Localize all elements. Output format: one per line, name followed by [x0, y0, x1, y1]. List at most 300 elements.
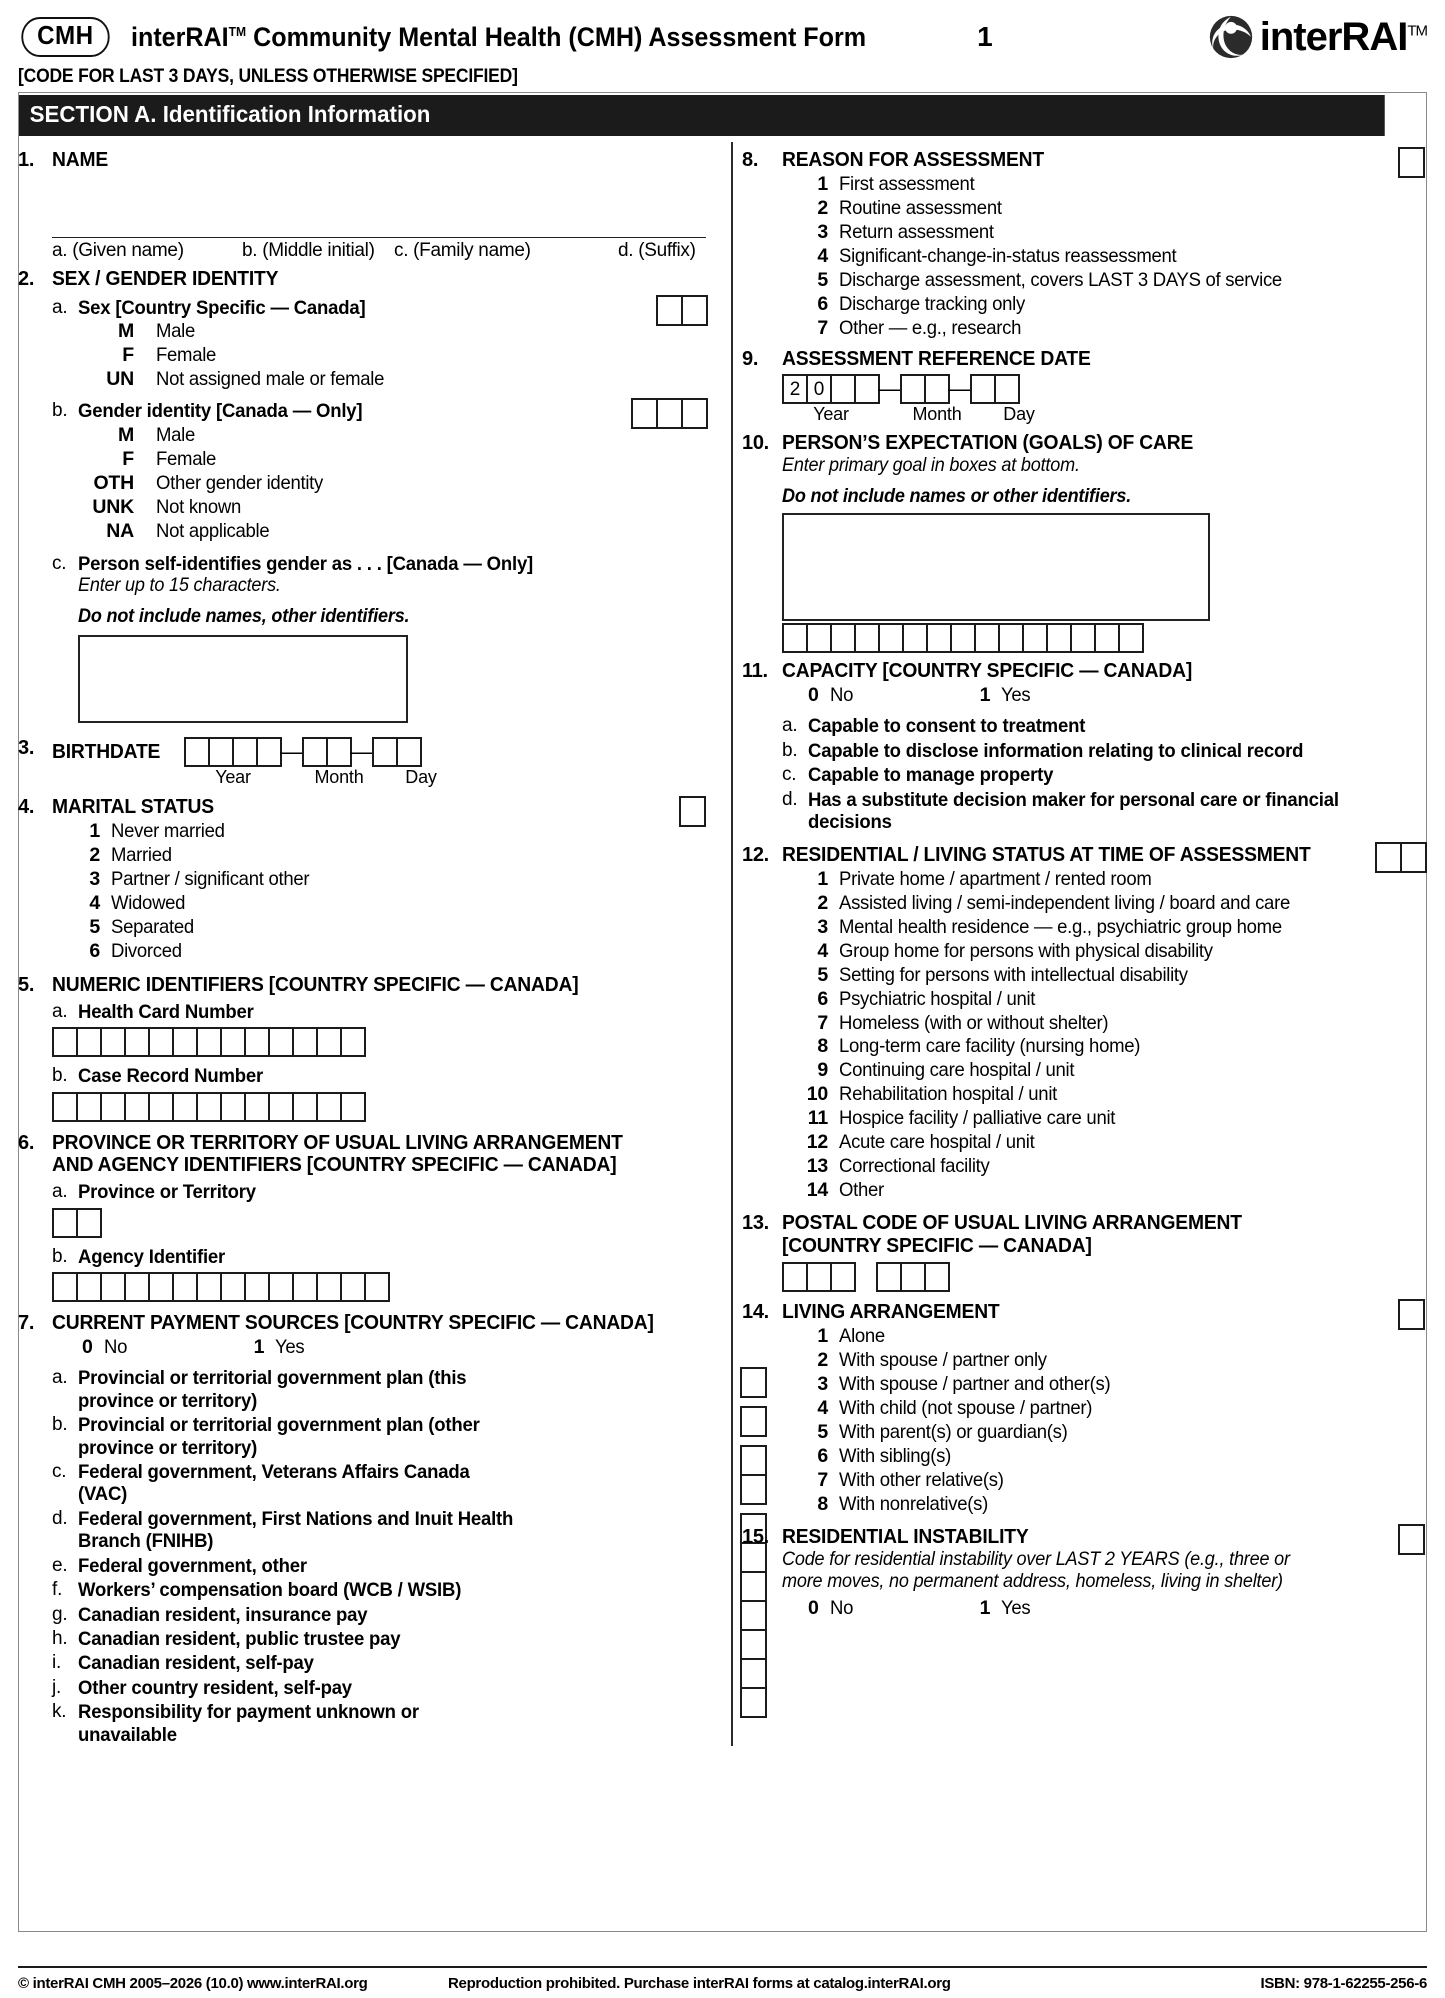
q11-item — [782, 764, 1425, 786]
name-label-given: a. (Given name) — [52, 240, 184, 261]
q2a-options — [78, 320, 706, 392]
q15-scale — [742, 1597, 1425, 1620]
q5b-letter: b. — [52, 1065, 68, 1087]
date-box[interactable] — [970, 374, 996, 404]
q12-text-1: Private home / apartment / rented room — [839, 867, 1152, 890]
char-box[interactable] — [76, 1092, 102, 1122]
q12-code-14: 14 — [806, 1179, 828, 1202]
q11a-text: Capable to consent to treatment — [808, 715, 1086, 738]
q7b-letter: b. — [52, 1414, 68, 1436]
char-box[interactable] — [316, 1092, 342, 1122]
q2a-sex — [18, 297, 706, 392]
date-separator-icon: — — [878, 375, 900, 401]
q6b-letter: b. — [52, 1245, 68, 1267]
answer-box[interactable] — [1398, 1524, 1425, 1555]
date-box-prefilled[interactable]: 2 — [782, 374, 808, 404]
char-box[interactable] — [876, 1262, 902, 1292]
q2-title: SEX / GENDER IDENTITY — [52, 267, 279, 290]
char-box[interactable] — [950, 623, 976, 653]
q12-answer-boxes[interactable] — [1375, 842, 1425, 873]
answer-box[interactable] — [631, 398, 658, 429]
char-box[interactable] — [998, 623, 1024, 653]
date-box[interactable] — [854, 374, 880, 404]
q9-title: ASSESSMENT REFERENCE DATE — [782, 346, 1091, 370]
q10-code-boxes[interactable] — [782, 623, 1425, 653]
q7c-text: Federal government, Veterans Affairs Canada (VAC) — [78, 1460, 470, 1506]
q2a-text-m: Male — [156, 320, 196, 343]
char-box[interactable] — [1118, 623, 1144, 653]
q1-title: NAME — [52, 148, 108, 171]
q12-options — [742, 868, 1425, 1204]
left-column — [18, 142, 720, 1746]
q12-text-6: Psychiatric hospital / unit — [839, 987, 1036, 1010]
answer-box[interactable] — [679, 796, 706, 827]
q15-scale-text-0: No — [829, 1596, 853, 1619]
answer-box[interactable] — [656, 295, 683, 326]
q11-number: 11. — [742, 660, 768, 683]
q15-answer-box[interactable] — [1398, 1524, 1425, 1560]
q4-options — [18, 820, 706, 964]
char-box[interactable] — [364, 1272, 390, 1302]
q8-code-1: 1 — [817, 173, 828, 195]
q9-month-boxes[interactable] — [900, 374, 948, 404]
char-box[interactable] — [76, 1208, 102, 1238]
char-box[interactable] — [220, 1092, 246, 1122]
char-box[interactable] — [124, 1092, 150, 1122]
q12-code-3: 3 — [817, 915, 828, 938]
q8-code-5: 5 — [817, 268, 828, 291]
q14-text-7: With other relative(s) — [839, 1469, 1004, 1492]
char-box[interactable] — [244, 1027, 270, 1057]
q13-group1-boxes[interactable] — [782, 1262, 854, 1292]
char-box[interactable] — [268, 1027, 294, 1057]
char-box[interactable] — [926, 623, 952, 653]
q8-code-7: 7 — [817, 316, 828, 339]
char-box[interactable] — [76, 1027, 102, 1057]
interrai-wordmark — [1260, 15, 1427, 60]
char-box[interactable] — [172, 1027, 198, 1057]
q8-code-4: 4 — [817, 244, 828, 267]
option-row — [802, 1131, 1425, 1155]
option-row — [808, 197, 1425, 221]
q2-number: 2. — [18, 268, 35, 290]
q8-text-3: Return assessment — [839, 220, 994, 243]
option-row — [808, 1397, 1425, 1421]
char-box[interactable] — [52, 1092, 78, 1122]
q7-scale-text-0: No — [103, 1336, 127, 1359]
q5a-letter: a. — [52, 1000, 68, 1022]
q7c-letter: c. — [52, 1460, 67, 1482]
q14-text-2: With spouse / partner only — [839, 1349, 1047, 1372]
q4-answer-box[interactable] — [679, 796, 706, 832]
q3-month-boxes[interactable] — [302, 737, 350, 767]
q13-number: 13. — [742, 1212, 769, 1235]
q12-code-4: 4 — [817, 939, 828, 962]
question-12-residential-living-status — [742, 844, 1425, 1204]
char-box[interactable] — [806, 623, 832, 653]
question-14-living-arrangement — [742, 1301, 1425, 1517]
char-box[interactable] — [148, 1027, 174, 1057]
answer-box[interactable] — [1398, 1299, 1425, 1330]
q11-item — [782, 740, 1425, 762]
q6a-title: Province or Territory — [78, 1181, 256, 1204]
q12-code-1: 1 — [817, 867, 828, 890]
char-box[interactable] — [148, 1272, 174, 1302]
char-box[interactable] — [1046, 623, 1072, 653]
char-box[interactable] — [340, 1272, 366, 1302]
char-box[interactable] — [1094, 623, 1120, 653]
q8-code-3: 3 — [817, 220, 828, 243]
q2c-warning: Do not include names, other identifiers. — [78, 605, 410, 627]
q14-code-3: 3 — [817, 1373, 828, 1396]
q8-code-6: 6 — [817, 292, 828, 315]
postal-gap — [854, 1262, 876, 1292]
footer-divider — [18, 1966, 1427, 1968]
date-box[interactable] — [900, 374, 926, 404]
q7i-letter: i. — [52, 1652, 62, 1674]
q15-scale-code-1: 1 — [979, 1596, 991, 1619]
q12-text-3: Mental health residence — e.g., psychiatric group home — [839, 915, 1282, 938]
option-row — [802, 1012, 1425, 1036]
date-separator-icon: — — [350, 738, 372, 764]
date-box[interactable] — [302, 737, 328, 767]
q10-number: 10. — [742, 431, 769, 454]
option-row — [802, 916, 1425, 940]
char-box[interactable] — [268, 1092, 294, 1122]
q5b-title: Case Record Number — [78, 1065, 263, 1088]
q14-code-1: 1 — [817, 1325, 828, 1348]
char-box[interactable] — [1070, 623, 1096, 653]
char-box[interactable] — [830, 623, 856, 653]
question-3-birthdate — [18, 737, 706, 788]
char-box[interactable] — [244, 1272, 270, 1302]
q7i-text: Canadian resident, self-pay — [78, 1652, 314, 1675]
q7-item — [52, 1628, 706, 1650]
date-box[interactable] — [184, 737, 210, 767]
char-box[interactable] — [52, 1272, 78, 1302]
date-box[interactable] — [924, 374, 950, 404]
q6b-title: Agency Identifier — [78, 1245, 226, 1268]
q4-title: MARITAL STATUS — [52, 794, 214, 818]
date-box[interactable] — [372, 737, 398, 767]
option-row — [802, 988, 1425, 1012]
q11-scale-code-1: 1 — [979, 684, 991, 707]
char-box[interactable] — [52, 1027, 78, 1057]
q10-note: Enter primary goal in boxes at bottom. — [782, 454, 1080, 476]
title-trademark: TM — [228, 23, 246, 39]
q8-options — [742, 173, 1425, 341]
char-box[interactable] — [1022, 623, 1048, 653]
q11c-text: Capable to manage property — [808, 764, 1054, 787]
q12-code-12: 12 — [806, 1131, 828, 1154]
q13-group2-boxes[interactable] — [876, 1262, 948, 1292]
q8-text-1: First assessment — [839, 173, 975, 195]
option-row — [802, 1035, 1425, 1059]
q12-code-11: 11 — [807, 1107, 828, 1130]
q7-scale — [18, 1336, 706, 1359]
char-box[interactable] — [830, 1262, 856, 1292]
date-box[interactable] — [208, 737, 234, 767]
title-prefix: interRAI — [130, 21, 229, 52]
cmh-badge: CMH — [21, 17, 109, 56]
q4-code-2: 2 — [89, 843, 100, 866]
code-instruction: [CODE FOR LAST 3 DAYS, UNLESS OTHERWISE SPECIFIED] — [18, 66, 518, 87]
option-row — [802, 1155, 1425, 1179]
char-box[interactable] — [100, 1272, 126, 1302]
option-row — [802, 1083, 1425, 1107]
char-box[interactable] — [316, 1272, 342, 1302]
q8-text-7: Other — e.g., research — [839, 316, 1022, 339]
char-box[interactable] — [124, 1272, 150, 1302]
option-row — [808, 1421, 1425, 1445]
char-box[interactable] — [172, 1092, 198, 1122]
name-label-middle: b. (Middle initial) — [242, 240, 375, 261]
char-box[interactable] — [340, 1092, 366, 1122]
q8-text-2: Routine assessment — [839, 196, 1002, 219]
q4-text-2: Married — [111, 843, 172, 866]
q6a-boxes[interactable] — [52, 1208, 706, 1238]
q4-number: 4. — [18, 795, 35, 818]
question-10-goals-of-care — [742, 432, 1425, 654]
footer-copyright: © interRAI CMH 2005–2026 (10.0) www.interRAI.org — [18, 1975, 368, 1992]
q7h-text: Canadian resident, public trustee pay — [78, 1627, 401, 1650]
char-box[interactable] — [292, 1027, 318, 1057]
option-row — [78, 424, 706, 448]
page-title — [131, 22, 866, 53]
title-rest: Community Mental Health (CMH) Assessment Form — [245, 21, 866, 52]
q3-title: BIRTHDATE — [52, 739, 161, 763]
char-box[interactable] — [172, 1272, 198, 1302]
q8-title: REASON FOR ASSESSMENT — [782, 148, 1044, 171]
q4-code-4: 4 — [89, 891, 100, 914]
q12-text-11: Hospice facility / palliative care unit — [839, 1107, 1116, 1130]
q14-code-4: 4 — [817, 1397, 828, 1420]
char-box[interactable] — [340, 1027, 366, 1057]
q2a-letter: a. — [52, 297, 68, 318]
option-row — [78, 844, 706, 868]
q12-code-5: 5 — [817, 963, 828, 986]
q2b-code-m: M — [117, 423, 134, 446]
q4-code-1: 1 — [89, 819, 100, 842]
name-label-suffix: d. (Suffix) — [618, 240, 696, 261]
section-label: SECTION A. — [29, 101, 157, 127]
date-box[interactable] — [256, 737, 282, 767]
q15-title: RESIDENTIAL INSTABILITY — [782, 1525, 1029, 1549]
option-row — [808, 245, 1425, 269]
answer-box[interactable] — [656, 398, 683, 429]
char-box[interactable] — [782, 1262, 808, 1292]
char-box[interactable] — [974, 623, 1000, 653]
option-row — [78, 520, 706, 544]
char-box[interactable] — [854, 623, 880, 653]
question-2-sex-gender — [18, 268, 706, 723]
answer-box[interactable] — [681, 295, 708, 326]
char-box[interactable] — [76, 1272, 102, 1302]
q7-item — [52, 1701, 706, 1746]
q7g-letter: g. — [52, 1603, 68, 1625]
option-row — [78, 916, 706, 940]
q2a-code-f: F — [122, 344, 134, 367]
q10-goal-text-input[interactable] — [782, 513, 1210, 621]
q7k-letter: k. — [52, 1701, 67, 1723]
q10-warning: Do not include names or other identifiers. — [782, 485, 1132, 507]
char-box[interactable] — [900, 1262, 926, 1292]
form-body — [18, 142, 1427, 1746]
q5a-boxes[interactable] — [52, 1027, 706, 1057]
q11-scale-text-0: No — [829, 684, 853, 707]
q7-item — [52, 1555, 706, 1577]
q12-text-14: Other — [839, 1179, 884, 1202]
answer-box[interactable] — [1375, 842, 1402, 873]
q5b-case-record — [18, 1065, 706, 1121]
q14-text-8: With nonrelative(s) — [839, 1493, 989, 1516]
option-row — [78, 940, 706, 964]
question-5-numeric-identifiers — [18, 974, 706, 1122]
q3-date-boxes[interactable] — [184, 737, 446, 788]
option-row — [802, 892, 1425, 916]
q7-items — [18, 1367, 706, 1746]
q11-scale-code-0: 0 — [808, 684, 819, 707]
logo-trademark: TM — [1407, 22, 1427, 40]
char-box[interactable] — [100, 1092, 126, 1122]
q14-code-6: 6 — [817, 1445, 828, 1468]
logo-text: interRAI — [1259, 14, 1408, 59]
q2b-code-oth: OTH — [93, 471, 134, 494]
q5b-boxes[interactable] — [52, 1092, 706, 1122]
q5-title: NUMERIC IDENTIFIERS [COUNTRY SPECIFIC — CANADA] — [52, 972, 579, 996]
char-box[interactable] — [148, 1092, 174, 1122]
q7h-letter: h. — [52, 1627, 68, 1649]
q2c-self-identifies — [18, 553, 706, 723]
q2b-text-oth: Other gender identity — [156, 471, 324, 494]
option-row — [802, 1107, 1425, 1131]
q8-answer-box[interactable] — [1398, 147, 1425, 183]
q4-text-6: Divorced — [111, 939, 182, 962]
q7-item — [52, 1677, 706, 1699]
char-box[interactable] — [196, 1092, 222, 1122]
q3-day-boxes[interactable] — [372, 737, 420, 767]
q7-item — [52, 1367, 706, 1412]
q2b-code-na: NA — [106, 519, 134, 542]
q12-text-9: Continuing care hospital / unit — [839, 1059, 1075, 1082]
char-box[interactable] — [220, 1272, 246, 1302]
q7e-text: Federal government, other — [78, 1554, 307, 1577]
q14-title: LIVING ARRANGEMENT — [782, 1300, 1000, 1324]
option-row — [78, 368, 706, 392]
option-row — [808, 1493, 1425, 1517]
q11-title: CAPACITY [COUNTRY SPECIFIC — CANADA] — [782, 659, 1193, 683]
q2c-text-input[interactable] — [78, 635, 408, 723]
q8-text-5: Discharge assessment, covers LAST 3 DAYS of service — [839, 268, 1282, 291]
char-box[interactable] — [244, 1092, 270, 1122]
q12-code-13: 13 — [806, 1155, 828, 1178]
question-13-postal-code — [742, 1212, 1425, 1292]
q3-year-boxes[interactable] — [184, 737, 280, 767]
q2b-code-unk: UNK — [92, 495, 134, 518]
q9-year-boxes[interactable] — [782, 374, 878, 404]
char-box[interactable] — [196, 1027, 222, 1057]
date-box[interactable] — [232, 737, 258, 767]
q11a-letter: a. — [782, 715, 798, 737]
char-box[interactable] — [124, 1027, 150, 1057]
q2a-code-un: UN — [106, 368, 134, 391]
char-box[interactable] — [782, 623, 808, 653]
q2a-title: Sex [Country Specific — Canada] — [78, 297, 366, 319]
char-box[interactable] — [806, 1262, 832, 1292]
option-row — [78, 496, 706, 520]
char-box[interactable] — [878, 623, 904, 653]
q11-scale — [742, 684, 1425, 707]
char-box[interactable] — [292, 1092, 318, 1122]
q13-postal-boxes[interactable] — [742, 1262, 1425, 1292]
answer-box[interactable] — [681, 398, 708, 429]
date-box[interactable] — [396, 737, 422, 767]
q8-number: 8. — [742, 149, 759, 171]
char-box[interactable] — [52, 1208, 78, 1238]
char-box[interactable] — [316, 1027, 342, 1057]
name-field-labels — [52, 240, 706, 262]
option-row — [808, 1373, 1425, 1397]
char-box[interactable] — [924, 1262, 950, 1292]
q14-options — [742, 1325, 1425, 1517]
option-row — [78, 472, 706, 496]
date-separator-icon: — — [948, 375, 970, 401]
q2a-answer-boxes[interactable] — [656, 295, 706, 326]
date-box[interactable] — [994, 374, 1020, 404]
q7k-text: Responsibility for payment unknown or unavailable — [78, 1701, 419, 1746]
q6b-boxes[interactable] — [52, 1272, 706, 1302]
q5-number: 5. — [18, 973, 35, 996]
q7-item — [52, 1414, 706, 1459]
q3-month-label: Month — [314, 766, 364, 787]
q9-day-label: Day — [1003, 403, 1035, 424]
char-box[interactable] — [100, 1027, 126, 1057]
page-number: 1 — [977, 21, 993, 52]
char-box[interactable] — [902, 623, 928, 653]
q9-day-boxes[interactable] — [970, 374, 1018, 404]
q11-item — [782, 715, 1425, 737]
footer-isbn: ISBN: 978-1-62255-256-6 — [1260, 1975, 1427, 1992]
q6-number: 6. — [18, 1131, 35, 1154]
q14-number: 14. — [742, 1301, 769, 1324]
char-box[interactable] — [196, 1272, 222, 1302]
q3-day-label: Day — [405, 766, 437, 787]
q7-item — [52, 1652, 706, 1674]
date-box-prefilled[interactable]: 0 — [806, 374, 832, 404]
date-box[interactable] — [326, 737, 352, 767]
answer-box[interactable] — [1400, 842, 1427, 873]
char-box[interactable] — [220, 1027, 246, 1057]
name-input-line[interactable] — [52, 194, 706, 238]
char-box[interactable] — [268, 1272, 294, 1302]
q9-date-boxes[interactable] — [742, 374, 1425, 425]
option-row — [802, 964, 1425, 988]
char-box[interactable] — [292, 1272, 318, 1302]
q2b-answer-boxes[interactable] — [631, 398, 706, 429]
q14-code-5: 5 — [817, 1421, 828, 1444]
q11-items — [742, 715, 1425, 833]
date-box[interactable] — [830, 374, 856, 404]
option-row — [78, 820, 706, 844]
q12-code-10: 10 — [806, 1083, 828, 1106]
option-row — [802, 940, 1425, 964]
q7d-text: Federal government, First Nations and Inuit Health Branch (FNIHB) — [78, 1507, 514, 1553]
answer-box[interactable] — [1398, 147, 1425, 178]
q14-answer-box[interactable] — [1398, 1299, 1425, 1335]
q12-text-4: Group home for persons with physical disability — [839, 939, 1213, 962]
date-separator-icon: — — [280, 738, 302, 764]
q2b-text-na: Not applicable — [156, 519, 270, 542]
